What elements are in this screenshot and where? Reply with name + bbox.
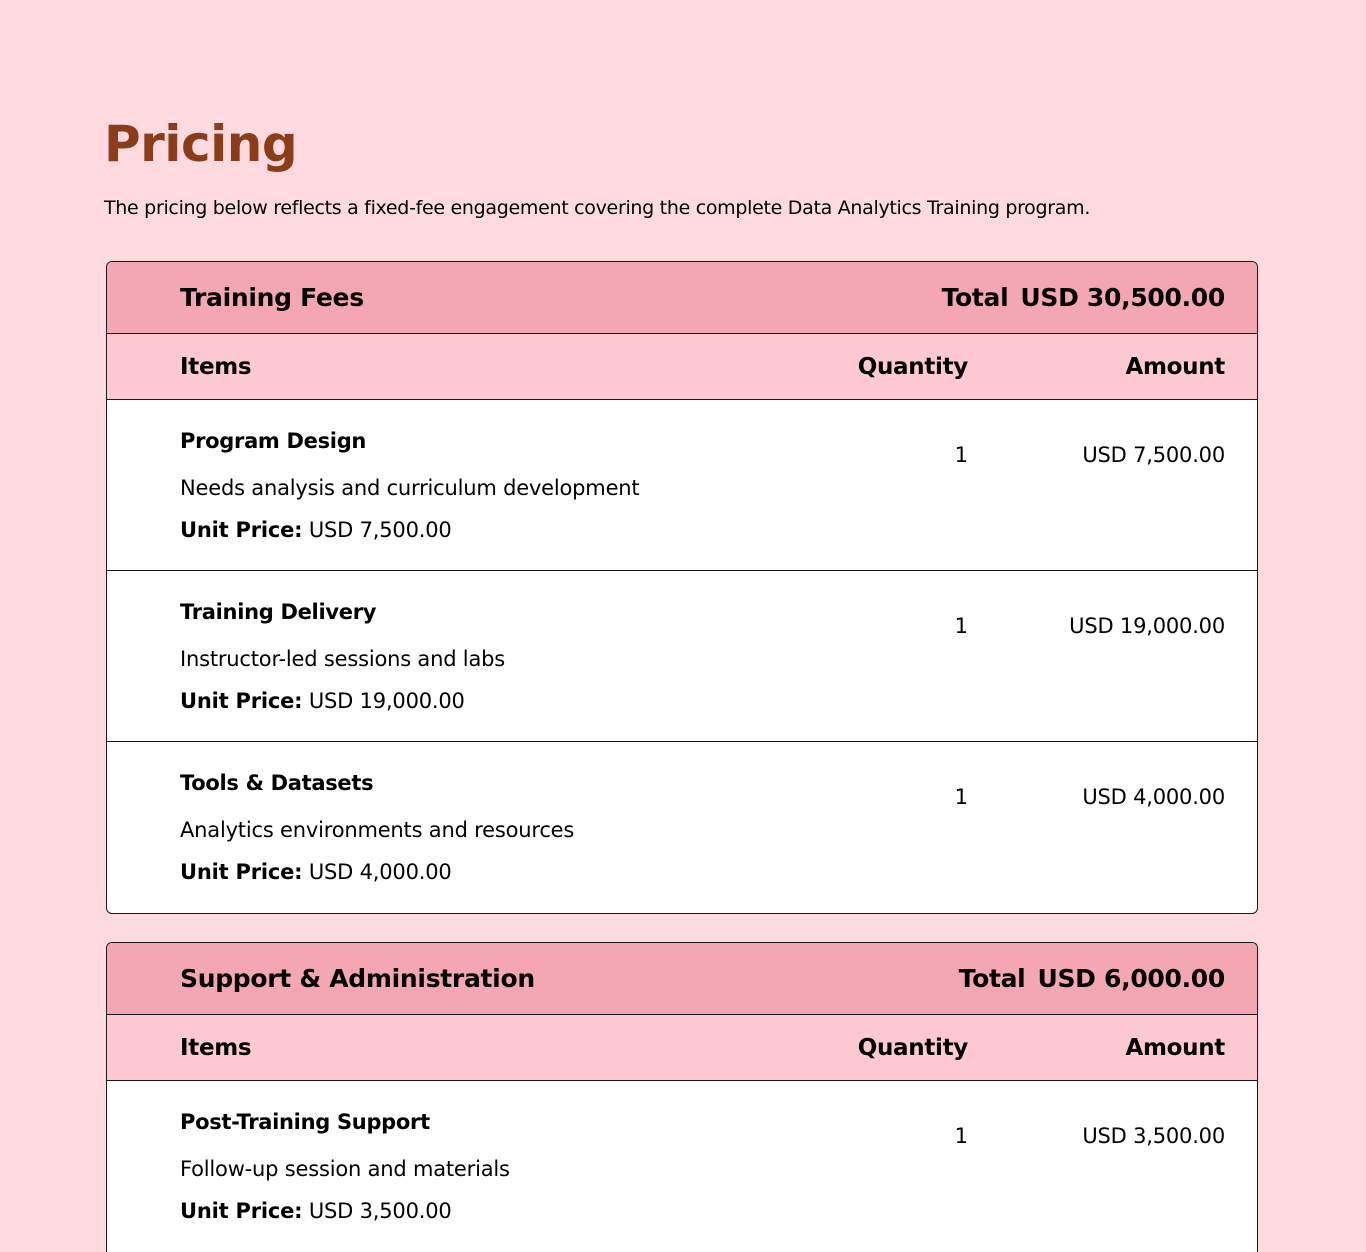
item-description: Needs analysis and curriculum development — [180, 476, 640, 500]
item-amount: USD 19,000.00 — [1069, 614, 1225, 638]
item-name: Training Delivery — [180, 600, 377, 624]
column-header-row — [107, 1015, 1257, 1081]
unit-price-label: Unit Price: — [180, 1199, 303, 1223]
section-header — [107, 943, 1257, 1015]
column-amount: Amount — [1125, 1034, 1225, 1061]
section-total — [942, 283, 1225, 312]
unit-price-value: USD 4,000.00 — [308, 860, 452, 884]
item-amount: USD 4,000.00 — [1082, 785, 1225, 809]
item-amount: USD 3,500.00 — [1082, 1124, 1225, 1148]
item-amount: USD 7,500.00 — [1082, 443, 1225, 467]
item-quantity: 1 — [954, 785, 968, 809]
column-quantity: Quantity — [857, 1034, 968, 1061]
unit-price-label: Unit Price: — [180, 860, 303, 884]
section-header — [107, 262, 1257, 334]
item-unit-price — [180, 518, 452, 542]
item-description: Instructor-led sessions and labs — [180, 647, 505, 671]
unit-price-value: USD 7,500.00 — [308, 518, 452, 542]
item-quantity: 1 — [954, 1124, 968, 1148]
unit-price-value: USD 19,000.00 — [308, 689, 465, 713]
table-row — [107, 400, 1257, 571]
item-name: Program Design — [180, 429, 367, 453]
item-unit-price — [180, 860, 452, 884]
total-value: USD 30,500.00 — [1020, 283, 1225, 312]
item-unit-price — [180, 689, 465, 713]
unit-price-label: Unit Price: — [180, 689, 303, 713]
item-name: Tools & Datasets — [180, 771, 374, 795]
column-items: Items — [180, 353, 252, 380]
column-quantity: Quantity — [857, 353, 968, 380]
unit-price-value: USD 3,500.00 — [308, 1199, 452, 1223]
item-name: Post-Training Support — [180, 1110, 430, 1134]
page-title: Pricing — [104, 115, 298, 173]
section-title: Support & Administration — [180, 964, 535, 993]
total-value: USD 6,000.00 — [1037, 964, 1225, 993]
column-header-row — [107, 334, 1257, 400]
training-fees-table — [106, 261, 1258, 914]
intro-text: The pricing below reflects a fixed-fee engagement covering the complete Data Analytics Training program. — [104, 197, 1091, 219]
total-label: Total — [958, 964, 1026, 993]
column-amount: Amount — [1125, 353, 1225, 380]
item-quantity: 1 — [954, 443, 968, 467]
column-items: Items — [180, 1034, 252, 1061]
item-quantity: 1 — [954, 614, 968, 638]
pricing-page — [0, 0, 1366, 222]
table-row — [107, 1081, 1257, 1252]
item-description: Follow-up session and materials — [180, 1157, 510, 1181]
item-unit-price — [180, 1199, 452, 1223]
section-total — [959, 964, 1225, 993]
total-label: Total — [941, 283, 1009, 312]
table-row — [107, 571, 1257, 742]
section-title: Training Fees — [180, 283, 364, 312]
table-row — [107, 742, 1257, 913]
unit-price-label: Unit Price: — [180, 518, 303, 542]
item-description: Analytics environments and resources — [180, 818, 575, 842]
support-administration-table — [106, 942, 1258, 1252]
